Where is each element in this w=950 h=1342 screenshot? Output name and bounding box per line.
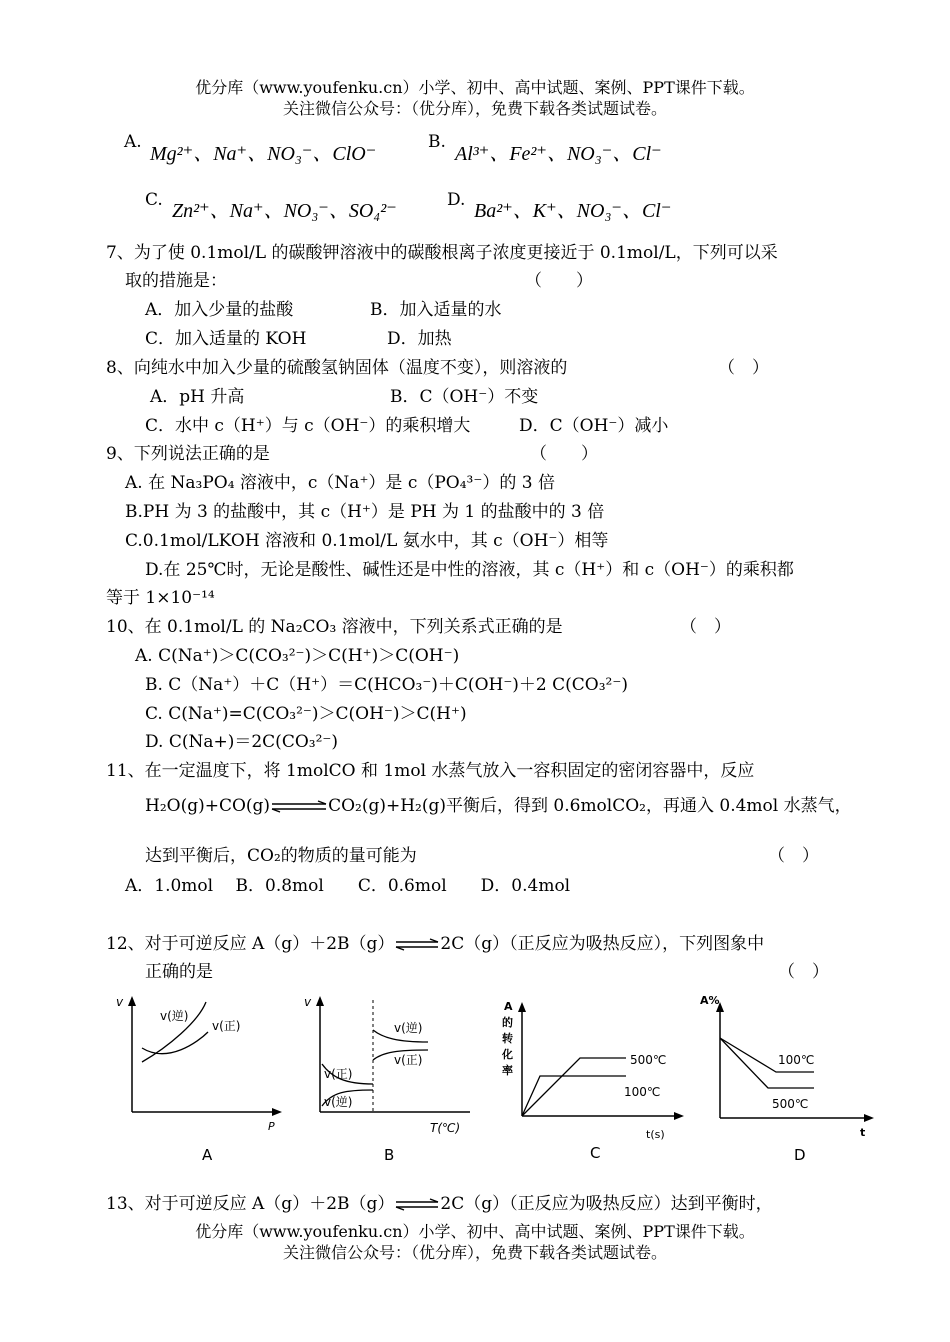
graph-b-label-1: v(逆): [394, 1021, 423, 1035]
graph-a-label-reverse: v(逆): [160, 1009, 189, 1023]
graph-a-x-label: P: [268, 1120, 275, 1133]
graph-d-label-500: 500℃: [772, 1097, 809, 1111]
q9-option-a: A. 在 Na₃PO₄ 溶液中，c（Na⁺）是 c（PO₄³⁻）的 3 倍: [125, 473, 555, 493]
graph-d: [698, 992, 876, 1167]
q6-option-a-label: A.: [124, 132, 142, 152]
question-13: [106, 1194, 773, 1214]
q10-answer-paren: （ ）: [680, 617, 731, 637]
graph-c-y-label-4: 化: [502, 1048, 513, 1061]
q12-reaction-right: 2C（g）（正反应为吸热反应），下列图象中: [440, 934, 765, 954]
graph-c-x-label: t(s): [646, 1128, 665, 1141]
graph-b-x-label: T(℃): [430, 1121, 461, 1135]
graph-a-label-forward: v(正): [212, 1019, 241, 1033]
q7-stem-line-1: 7、为了使 0.1mol/L 的碳酸钾溶液中的碳酸根离子浓度更接近于 0.1mol/L，下列可以采: [106, 243, 778, 263]
q6-option-d-ions: Ba²⁺、K⁺、NO₃⁻、Cl⁻: [474, 200, 672, 222]
graph-c-label-500: 500℃: [630, 1053, 667, 1067]
q6-option-c-label: C.: [145, 190, 163, 210]
graph-b-caption: B: [384, 1146, 395, 1164]
q9-stem: 9、下列说法正确的是: [106, 444, 270, 464]
q11-reactants: H₂O(g)+CO(g): [145, 796, 271, 816]
q6-option-a-ions: Mg²⁺、Na⁺、NO₃⁻、ClO⁻: [150, 143, 377, 165]
equilibrium-arrow-icon: [394, 1198, 440, 1212]
q6-option-b-label: B.: [428, 132, 446, 152]
q7-option-a: A．加入少量的盐酸: [145, 300, 294, 320]
q6-option-b-ions: Al³⁺、Fe²⁺、NO₃⁻、Cl⁻: [455, 143, 662, 165]
equilibrium-arrow-icon: [394, 938, 440, 952]
header-line-2: 关注微信公众号：（优分库），免费下载各类试题试卷。: [282, 99, 667, 118]
graph-c-y-label-5: 率: [502, 1064, 513, 1077]
equilibrium-arrow-icon: [270, 800, 328, 814]
graph-d-y-label: A%: [700, 994, 720, 1007]
q12-stem-line-2: 正确的是: [145, 962, 213, 982]
q9-answer-paren: （ ）: [530, 444, 598, 464]
q9-option-d-line-1: D.在 25℃时，无论是酸性、碱性还是中性的溶液，其 c（H⁺）和 c（OH⁻）的乘积都: [145, 560, 794, 580]
graph-b: [298, 992, 478, 1167]
graph-c-label-100: 100℃: [624, 1085, 661, 1099]
q7-answer-paren: （ ）: [525, 271, 593, 291]
q12-stem-line-1: [106, 934, 764, 954]
q10-stem: 10、在 0.1mol/L 的 Na₂CO₃ 溶液中，下列关系式正确的是: [106, 617, 563, 637]
q7-stem-line-2: 取的措施是：: [125, 271, 227, 291]
graph-b-label-2: v(正): [394, 1053, 423, 1067]
q7-option-d: D．加热: [387, 329, 452, 349]
q9-option-d-line-2: 等于 1×10⁻¹⁴: [106, 588, 215, 608]
q11-answer-paren: （ ）: [768, 846, 819, 866]
q11-options: A．1.0mol B．0.8mol C．0.6mol D．0.4mol: [125, 876, 571, 896]
q6-option-c-ions: Zn²⁺、Na⁺、NO₃⁻、SO₄²⁻: [172, 200, 397, 222]
graph-a-y-label: v: [116, 995, 124, 1009]
graph-a-curve-forward: [142, 1032, 208, 1054]
q12-reaction-left: 12、对于可逆反应 A（g）＋2B（g）: [106, 934, 395, 954]
q11-stem-line-2: [145, 796, 852, 816]
q10-option-b: B. C（Na⁺）＋C（H⁺）＝C(HCO₃⁻)＋C(OH⁻)＋2 C(CO₃²⁻): [145, 675, 628, 695]
graph-b-label-4: v(逆): [324, 1095, 353, 1109]
q8-option-a: A．pH 升高: [150, 387, 245, 407]
q7-option-b: B．加入适量的水: [370, 300, 502, 320]
graph-c-curve-500: [522, 1058, 626, 1116]
q11-stem-line-1: 11、在一定温度下，将 1molCO 和 1mol 水蒸气放入一容积固定的密闭容器中，反应: [106, 761, 755, 781]
graph-b-y-label: v: [304, 995, 312, 1009]
q13-reaction-left: 13、对于可逆反应 A（g）＋2B（g）: [106, 1194, 395, 1214]
q11-stem-line-3: 达到平衡后，CO₂的物质的量可能为: [145, 846, 417, 866]
q13-reaction-right: 2C（g）（正反应为吸热反应）达到平衡时，: [440, 1194, 773, 1214]
q10-option-c: C. C(Na⁺)=C(CO₃²⁻)＞C(OH⁻)＞C(H⁺): [145, 704, 467, 724]
graph-c: [498, 992, 698, 1167]
footer-line-2: 关注微信公众号：（优分库），免费下载各类试题试卷。: [282, 1243, 667, 1262]
graph-a-caption: A: [202, 1146, 213, 1164]
q8-option-b: B．C（OH⁻）不变: [390, 387, 539, 407]
graph-c-curve-100: [522, 1076, 626, 1116]
q6-option-d-label: D.: [447, 190, 466, 210]
q9-option-c: C.0.1mol/LKOH 溶液和 0.1mol/L 氨水中，其 c（OH⁻）相等: [125, 531, 609, 551]
q11-products: CO₂(g)+H₂(g)平衡后，得到 0.6molCO₂，再通入 0.4mol 水蒸气，: [328, 796, 852, 816]
graph-c-y-label-1: A: [504, 1000, 513, 1013]
q10-option-d: D. C(Na+)＝2C(CO₃²⁻): [145, 732, 338, 752]
graph-d-x-label: t: [860, 1126, 866, 1139]
q10-option-a: A. C(Na⁺)＞C(CO₃²⁻)＞C(H⁺)＞C(OH⁻): [135, 646, 460, 666]
graph-d-label-100: 100℃: [778, 1053, 815, 1067]
q12-answer-paren: （ ）: [778, 962, 829, 982]
q7-option-c: C．加入适量的 KOH: [145, 329, 307, 349]
footer-line-1: 优分库（www.youfenku.cn）小学、初中、高中试题、案例、PPT课件下载。: [195, 1222, 755, 1241]
graph-a: [108, 992, 286, 1167]
graph-d-caption: D: [794, 1146, 806, 1164]
graph-c-y-label-2: 的: [502, 1016, 513, 1029]
q9-option-b: B.PH 为 3 的盐酸中，其 c（H⁺）是 PH 为 1 的盐酸中的 3 倍: [125, 502, 605, 522]
q8-option-d: D．C（OH⁻）减小: [519, 416, 669, 436]
q8-answer-paren: （ ）: [718, 358, 769, 378]
graph-b-label-3: v(正): [324, 1067, 353, 1081]
graph-c-caption: C: [590, 1144, 601, 1162]
header-line-1: 优分库（www.youfenku.cn）小学、初中、高中试题、案例、PPT课件下载。: [195, 78, 755, 97]
graph-c-y-label-3: 转: [502, 1032, 513, 1045]
q8-stem: 8、向纯水中加入少量的硫酸氢钠固体（温度不变），则溶液的: [106, 358, 568, 378]
q8-option-c: C．水中 c（H⁺）与 c（OH⁻）的乘积增大: [145, 416, 471, 436]
